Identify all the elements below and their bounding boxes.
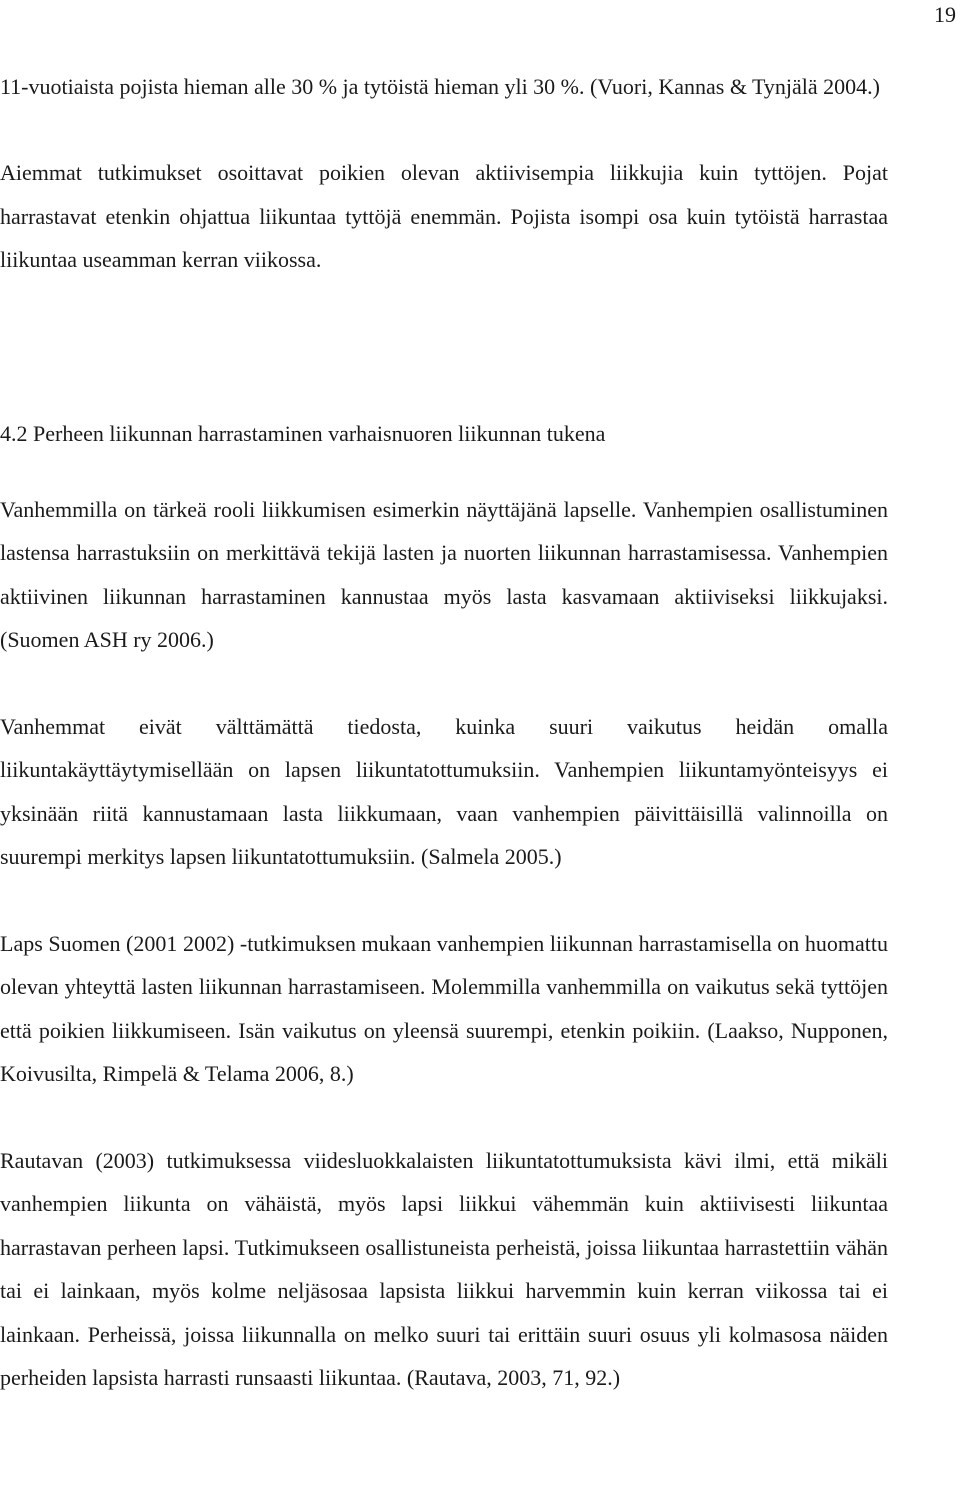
- paragraph-5: Laps Suomen (2001 2002) -tutkimuksen mukaan vanhempien liikunnan harrastamisella on huomattu olevan yhteyttä lasten liikunnan harrastamiseen. Molemmilla vanhemmilla on vaikutus sekä tyttöjen että poikien liikkumiseen. Isän vaikutus on yleensä suurempi, etenkin poikiin. (Laakso, Nupponen, Koivusilta, Rimpelä & Telama 2006, 8.): [0, 931, 888, 1087]
- paragraph-2: Aiemmat tutkimukset osoittavat poikien olevan aktiivisempia liikkujia kuin tyttöjen. Pojat harrastavat etenkin ohjattua liikuntaa tyttöjä enemmän. Pojista isompi osa kuin tytöistä harrastaa liikuntaa useamman kerran viikossa.: [0, 160, 888, 273]
- paragraph-1: 11-vuotiaista pojista hieman alle 30 % ja tytöistä hieman yli 30 %. (Vuori, Kannas & Tynjälä 2004.): [0, 74, 881, 99]
- page-number: 19: [934, 2, 956, 27]
- paragraph-6: Rautavan (2003) tutkimuksessa viidesluokkalaisten liikuntatottumuksista kävi ilmi, että mikäli vanhempien liikunta on vähäistä, myös lapsi liikkui vähemmän kuin aktiivisesti liikuntaa harrastavan perheen lapsi. Tutkimukseen osallistuneista perheistä, joissa liikuntaa harrastettiin vähän tai ei lainkaan, myös kolme neljäsosaa lapsista liikkui harvemmin kuin kerran viikossa tai ei lainkaan. Perheissä, joissa liikunnalla on melko suuri tai erittäin suuri osuus yli kolmasosa näiden perheiden lapsista harrasti runsaasti liikuntaa. (Rautava, 2003, 71, 92.): [0, 1148, 888, 1391]
- document-body: [0, 65, 888, 1443]
- section-heading: 4.2 Perheen liikunnan harrastaminen varhaisnuoren liikunnan tukena: [0, 420, 606, 446]
- paragraph-3: Vanhemmilla on tärkeä rooli liikkumisen esimerkin näyttäjänä lapselle. Vanhempien osallistuminen lastensa harrastuksiin on merkittävä tekijä lasten ja nuorten liikunnan harrastamisessa. Vanhempien aktiivinen liikunnan harrastaminen kannustaa myös lasta kasvamaan aktiiviseksi liikkujaksi. (Suomen ASH ry 2006.): [0, 497, 888, 653]
- paragraph-4: Vanhemmat eivät välttämättä tiedosta, kuinka suuri vaikutus heidän omalla liikuntakäyttäytymisellään on lapsen liikuntatottumuksiin. Vanhempien liikuntamyönteisyys ei yksinään riitä kannustamaan lasta liikkumaan, vaan vanhempien päivittäisillä valinnoilla on suurempi merkitys lapsen liikuntatottumuksiin. (Salmela 2005.): [0, 714, 888, 870]
